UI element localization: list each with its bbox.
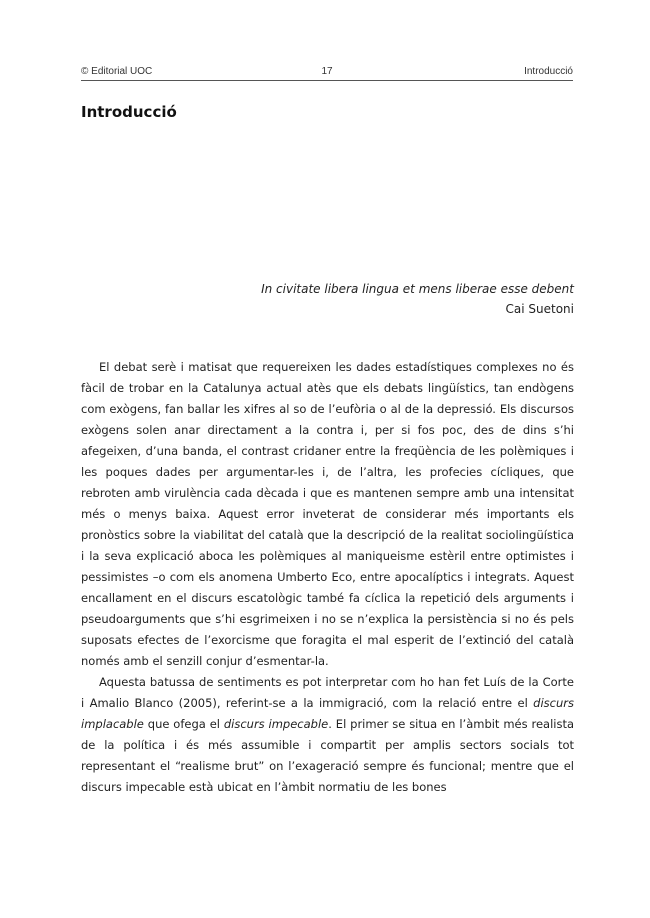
paragraph-2-text-2: que ofega el [143, 717, 224, 731]
paragraph-2 [81, 672, 574, 798]
emphasis-discurs-impecable: discurs impecable [223, 717, 329, 731]
chapter-title: Introducció [81, 103, 177, 121]
paragraph-2-text-3: . El primer se situa en l’àmbit més realista de la política i és més assumible i compartit per amplis sectors socials tot representant el “realisme brut” on l’exageració sempre és funcional; mentre que el discurs impecable està ubicat en l’àmbit normatiu de les bones [81, 717, 575, 794]
page-header [81, 66, 573, 80]
page-number: 17 [321, 66, 333, 77]
publisher-label: © Editorial UOC [81, 66, 153, 77]
epigraph-author: Cai Suetoni [505, 302, 574, 316]
running-section-title: Introducció [524, 66, 573, 77]
emphasis-discurs-implacable: discurs implacable [81, 696, 574, 731]
epigraph-quote: In civitate libera lingua et mens liberae esse debent [261, 282, 574, 296]
paragraph-1: El debat serè i matisat que requereixen les dades estadístiques complexes no és fàcil de trobar en la Catalunya actual atès que els debats lingüístics, tan endògens com exògens, fan ballar les xifres al so de l’eufòria o al de la depressió. Els discursos exògens solen anar directament a la contra i, per si fos poc, des de dins s’hi afegeixen, d’una banda, el contrast cridaner entre la freqüència de les polèmiques i les poques dades per argumentar-les i, de l’altra, les profecies cícliques, que rebroten amb virulència cada dècada i que es mantenen sempre amb una intensitat més o menys baixa. Aquest error inveterat de considerar més importants els pronòstics sobre la viabilitat del català que la descripció de la realitat sociolingüística i la seva explicació aboca les polèmiques al maniqueisme estèril entre optimistes i pessimistes –o com els anomena Umberto Eco, entre apocalíptics i integrats. Aquest encallament en el discurs escatològic també fa cíclica la repetició dels arguments i pseudoarguments que s’hi esgrimeixen i no se n’explica la persistència si no és pels suposats efectes de l’exorcisme que foragita el mal esperit de l’extinció del català només amb el senzill conjur d’esmentar-la. [81, 360, 574, 668]
body-text [81, 357, 574, 798]
epigraph [150, 279, 574, 319]
header-rule [81, 80, 573, 81]
paragraph-2-text-1: Aquesta batussa de sentiments es pot interpretar com ho han fet Luís de la Corte i Amalio Blanco (2005), referint-se a la immigració, com la relació entre el [81, 675, 574, 710]
